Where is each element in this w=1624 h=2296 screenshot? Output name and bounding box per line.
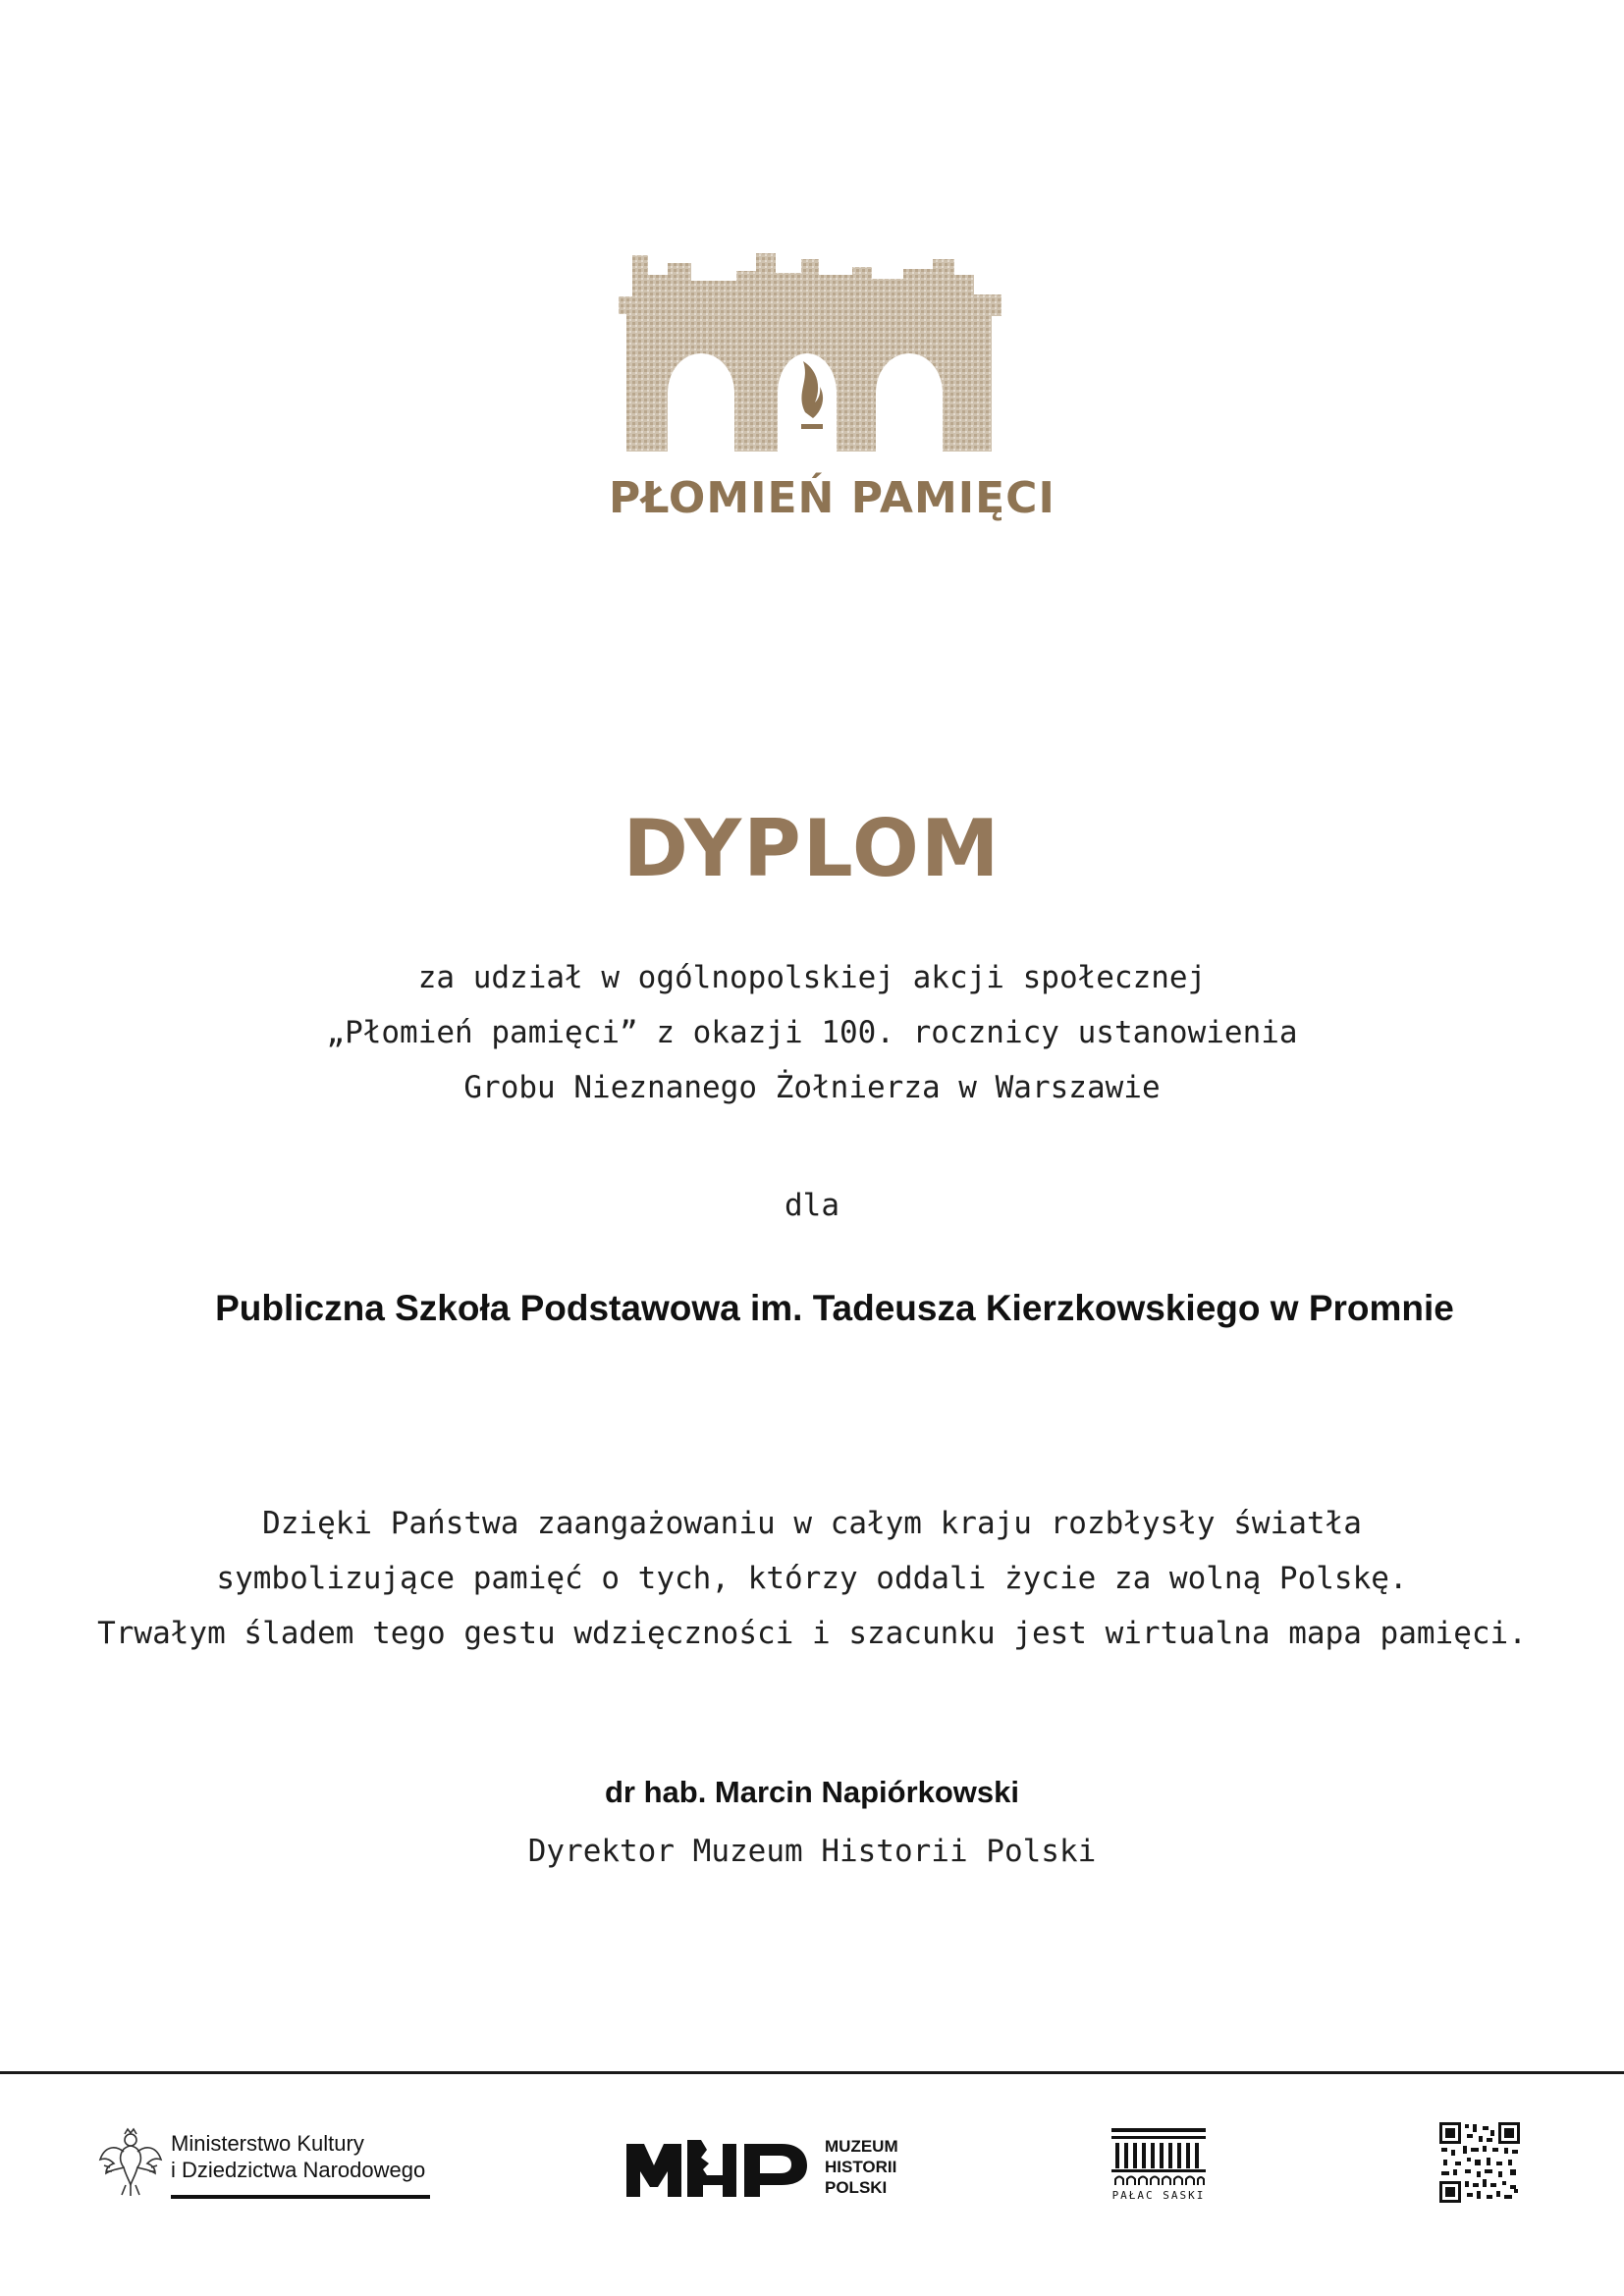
palace-name: PAŁAC SASKI: [1111, 2189, 1206, 2202]
museum-name: [825, 2136, 898, 2198]
ministry-logo: [96, 2122, 450, 2205]
message-line: symbolizujące pamięć o tych, którzy oddali życie za wolną Polskę.: [216, 1561, 1408, 1596]
ministry-line: Ministerstwo Kultury: [171, 2131, 364, 2156]
museum-line: POLSKI: [825, 2178, 888, 2197]
message-paragraph: [0, 1496, 1624, 1661]
ministry-line: i Dziedzictwa Narodowego: [171, 2158, 426, 2182]
message-line: Dzięki Państwa zaangażowaniu w całym kraju rozbłysły światła: [262, 1506, 1362, 1541]
recipient-name: Publiczna Szkoła Podstawowa im. Tadeusza Kierzkowskiego w Promnie: [215, 1288, 1454, 1328]
page-title: DYPLOM: [623, 803, 1001, 894]
ministry-name: [171, 2130, 425, 2183]
museum-line: HISTORII: [825, 2158, 897, 2176]
museum-logo: [624, 2136, 919, 2205]
polish-eagle-icon: [96, 2126, 165, 2197]
logo-wordmark: PŁOMIEŃ PAMIĘCI: [609, 473, 1056, 523]
dla-label: dla: [785, 1188, 839, 1223]
mhp-logo-icon: [624, 2136, 821, 2199]
signer-name: dr hab. Marcin Napiórkowski: [604, 1775, 1020, 1809]
signer-role: Dyrektor Muzeum Historii Polski: [527, 1834, 1097, 1869]
intro-line: Grobu Nieznanego Żołnierza w Warszawie: [463, 1070, 1161, 1105]
qr-code-icon[interactable]: [1439, 2122, 1520, 2203]
arch-flame-logo-icon: [609, 245, 1021, 461]
palace-logo: [1108, 2128, 1210, 2207]
museum-line: MUZEUM: [825, 2137, 898, 2156]
intro-line: „Płomień pamięci” z okazji 100. rocznicy ustanowienia: [326, 1015, 1298, 1050]
footer-divider: [0, 2071, 1624, 2074]
ministry-underline: [171, 2195, 430, 2199]
message-line: Trwałym śladem tego gestu wdzięczności i szacunku jest wirtualna mapa pamięci.: [97, 1616, 1527, 1651]
colonnade-icon: [1108, 2128, 1210, 2187]
intro-paragraph: [0, 950, 1624, 1115]
intro-line: za udział w ogólnopolskiej akcji społecznej: [417, 960, 1207, 995]
plomien-pamieci-logo: [609, 245, 1056, 530]
